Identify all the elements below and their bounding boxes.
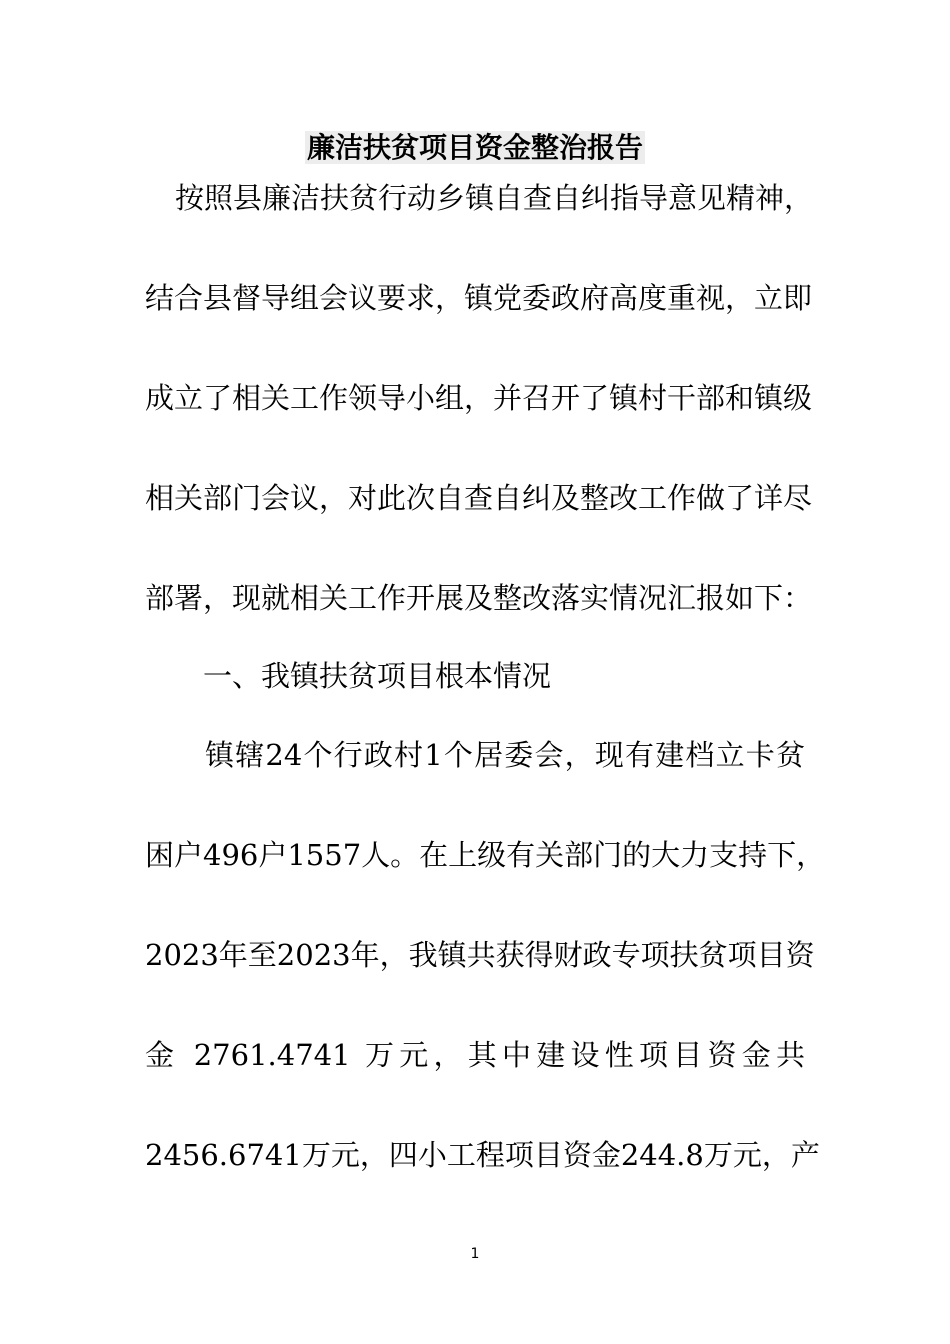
paragraph-line: 2023年至2023年，我镇共获得财政专项扶贫项目资 (145, 938, 815, 972)
paragraph-line: 按照县廉洁扶贫行动乡镇自查自纠指导意见精神， (175, 181, 814, 215)
paragraph-line: 金 2761.4741 万元，其中建设性项目资金共 (145, 1038, 805, 1072)
paragraph-line: 部署，现就相关工作开展及整改落实情况汇报如下： (145, 581, 813, 615)
page-number: 1 (470, 1246, 480, 1262)
document-title-text: 廉洁扶贫项目资金整治报告 (306, 131, 643, 164)
paragraph-line: 镇辖24个行政村1个居委会，现有建档立卡贫 (205, 738, 805, 772)
paragraph-line: 困户496户1557人。在上级有关部门的大力支持下， (145, 838, 826, 872)
section-heading: 一、我镇扶贫项目根本情况 (203, 659, 552, 693)
paragraph-line: 相关部门会议，对此次自查自纠及整改工作做了详尽 (145, 481, 813, 515)
paragraph-line: 结合县督导组会议要求，镇党委政府高度重视，立即 (145, 281, 813, 315)
document-title (0, 128, 950, 168)
paragraph-line: 2456.6741万元，四小工程项目资金244.8万元，产 (145, 1138, 820, 1172)
paragraph-line: 成立了相关工作领导小组，并召开了镇村干部和镇级 (145, 381, 813, 415)
